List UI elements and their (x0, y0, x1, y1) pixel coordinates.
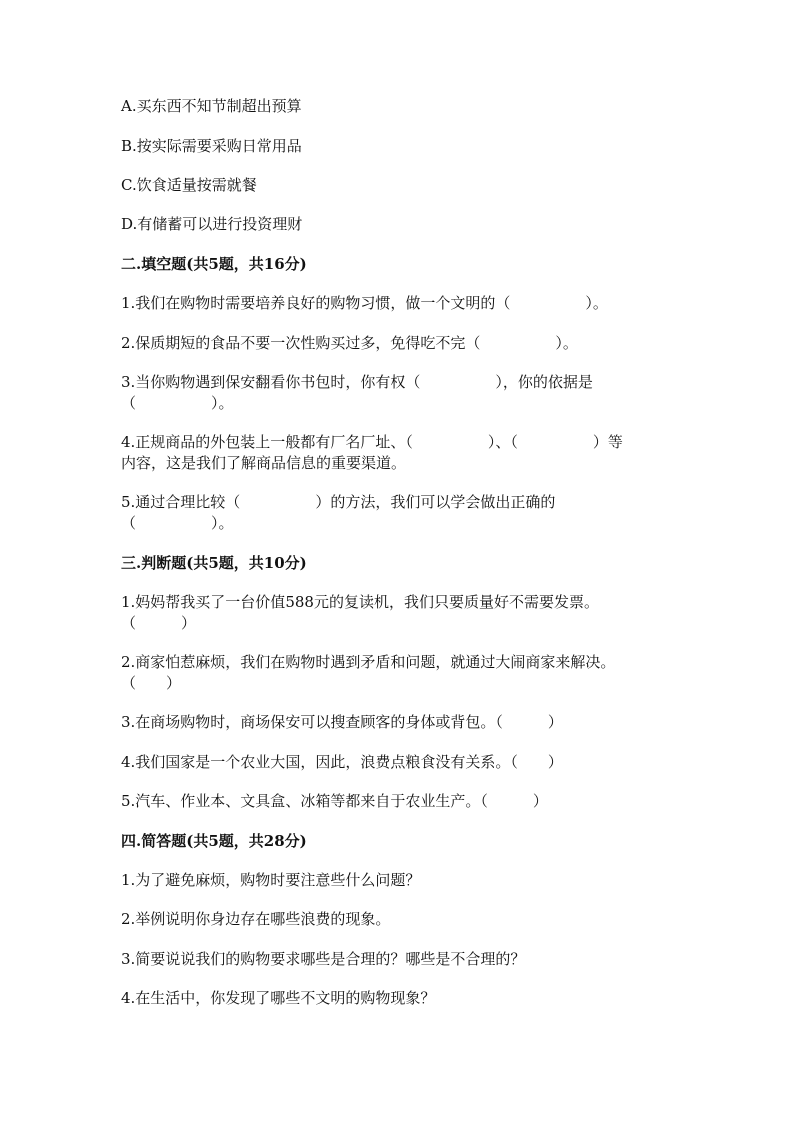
fill-blank-heading: 二.填空题(共5题，共16分) (121, 255, 307, 273)
true-false-q3: 3.在商场购物时，商场保安可以搜查顾客的身体或背包。（ ） (121, 713, 563, 731)
fill-blank-q5: 5.通过合理比较（ ）的方法，我们可以学会做出正确的 (121, 493, 556, 511)
short-answer-heading: 四.简答题(共5题，共28分) (121, 832, 307, 850)
true-false-q2: 2.商家怕惹麻烦，我们在购物时遇到矛盾和问题，就通过大闹商家来解决。 (121, 653, 616, 671)
true-false-q1: 1.妈妈帮我买了一台价值588元的复读机，我们只要质量好不需要发票。 (121, 593, 599, 611)
fill-blank-q3: 3.当你购物遇到保安翻看你书包时，你有权（ ），你的依据是 (121, 373, 593, 391)
option-d: D.有储蓄可以进行投资理财 (121, 215, 303, 233)
fill-blank-q2: 2.保质期短的食品不要一次性购买过多，免得吃不完（ ）。 (121, 334, 578, 352)
option-a: A.买东西不知节制超出预算 (121, 97, 302, 115)
fill-blank-q3-cont: （ ）。 (121, 394, 234, 412)
option-b: B.按实际需要采购日常用品 (121, 137, 302, 155)
option-c: C.饮食适量按需就餐 (121, 176, 257, 194)
true-false-q2-blank: （ ） (121, 674, 182, 692)
fill-blank-q4: 4.正规商品的外包装上一般都有厂名厂址、（ ）、（ ）等 (121, 433, 623, 451)
true-false-heading: 三.判断题(共5题，共10分) (121, 554, 307, 572)
fill-blank-q4-cont: 内容，这是我们了解商品信息的重要渠道。 (121, 454, 407, 472)
true-false-q4: 4.我们国家是一个农业大国，因此，浪费点粮食没有关系。（ ） (121, 753, 563, 771)
short-answer-q3: 3.简要说说我们的购物要求哪些是合理的？哪些是不合理的？ (121, 950, 526, 968)
fill-blank-q1: 1.我们在购物时需要培养良好的购物习惯，做一个文明的（ ）。 (121, 294, 608, 312)
short-answer-q1: 1.为了避免麻烦，购物时要注意些什么问题？ (121, 871, 421, 889)
true-false-q5: 5.汽车、作业本、文具盒、冰箱等都来自于农业生产。（ ） (121, 792, 548, 810)
fill-blank-q5-cont: （ ）。 (121, 514, 234, 532)
short-answer-q2: 2.举例说明你身边存在哪些浪费的现象。 (121, 910, 391, 928)
true-false-q1-blank: （ ） (121, 614, 197, 632)
short-answer-q4: 4.在生活中，你发现了哪些不文明的购物现象？ (121, 989, 436, 1007)
